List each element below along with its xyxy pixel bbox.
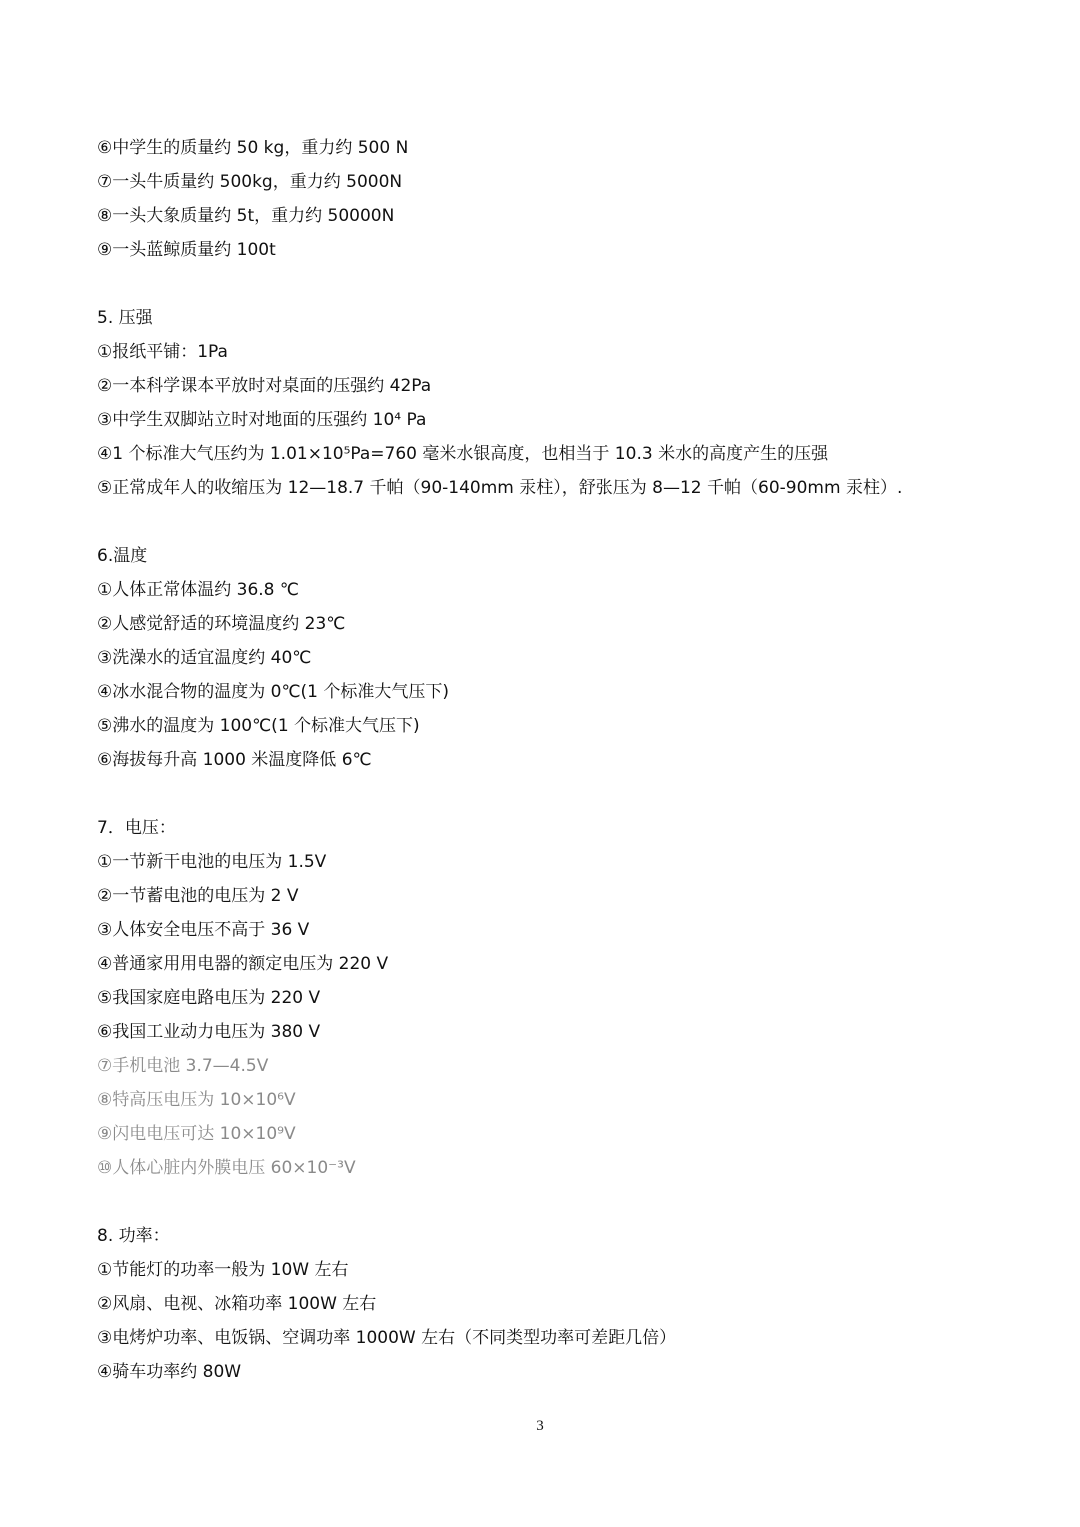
list-item: ②风扇、电视、冰箱功率 100W 左右: [97, 1294, 377, 1314]
list-item: ②一本科学课本平放时对桌面的压强约 42Pa: [97, 376, 432, 396]
list-item: ③电烤炉功率、电饭锅、空调功率 1000W 左右（不同类型功率可差距几倍）: [97, 1328, 677, 1348]
list-item: ①节能灯的功率一般为 10W 左右: [97, 1260, 349, 1280]
section-title-power: 8. 功率：: [97, 1226, 170, 1246]
list-item: ⑥海拔每升高 1000 米温度降低 6℃: [97, 750, 372, 770]
page-number: 3: [536, 1418, 544, 1434]
list-item-gray: ⑦手机电池 3.7—4.5V: [97, 1056, 269, 1076]
list-item: ⑤沸水的温度为 100℃(1 个标准大气压下): [97, 716, 420, 736]
spacer: [97, 777, 997, 811]
section-title-voltage: 7．电压：: [97, 818, 176, 838]
list-item: ⑧一头大象质量约 5t，重力约 50000N: [97, 206, 395, 226]
list-item: ②人感觉舒适的环境温度约 23℃: [97, 614, 346, 634]
page-content: [97, 131, 997, 1389]
list-item: ④骑车功率约 80W: [97, 1362, 242, 1382]
list-item: ⑤我国家庭电路电压为 220 V: [97, 988, 321, 1008]
list-item: ⑥我国工业动力电压为 380 V: [97, 1022, 321, 1042]
list-item: ⑨一头蓝鲸质量约 100t: [97, 240, 276, 260]
list-item: ②一节蓄电池的电压为 2 V: [97, 886, 299, 906]
list-item: ①人体正常体温约 36.8 ℃: [97, 580, 299, 600]
list-item: ⑤正常成年人的收缩压为 12—18.7 千帕（90-140mm 汞柱），舒张压为 8—12 千帕（60-90mm 汞柱）.: [97, 478, 903, 498]
list-item: ④普通家用用电器的额定电压为 220 V: [97, 954, 389, 974]
list-item: ⑥中学生的质量约 50 kg，重力约 500 N: [97, 138, 409, 158]
list-item: ④冰水混合物的温度为 0℃(1 个标准大气压下): [97, 682, 450, 702]
list-item: ⑦一头牛质量约 500kg，重力约 5000N: [97, 172, 403, 192]
spacer: [97, 1185, 997, 1219]
list-item: ①报纸平铺：1Pa: [97, 342, 228, 362]
list-item-gray: ⑨闪电电压可达 10×10⁹V: [97, 1124, 296, 1144]
spacer: [97, 267, 997, 301]
section-title-temperature: 6.温度: [97, 546, 148, 566]
list-item: ④1 个标准大气压约为 1.01×10⁵Pa=760 毫米水银高度，也相当于 10.3 米水的高度产生的压强: [97, 444, 829, 464]
list-item-gray: ⑩人体心脏内外膜电压 60×10⁻³V: [97, 1158, 356, 1178]
list-item-gray: ⑧特高压电压为 10×10⁶V: [97, 1090, 296, 1110]
list-item: ③洗澡水的适宜温度约 40℃: [97, 648, 312, 668]
list-item: ①一节新干电池的电压为 1.5V: [97, 852, 327, 872]
section-title-pressure: 5. 压强: [97, 308, 153, 328]
list-item: ③中学生双脚站立时对地面的压强约 10⁴ Pa: [97, 410, 427, 430]
spacer: [97, 505, 997, 539]
list-item: ③人体安全电压不高于 36 V: [97, 920, 310, 940]
